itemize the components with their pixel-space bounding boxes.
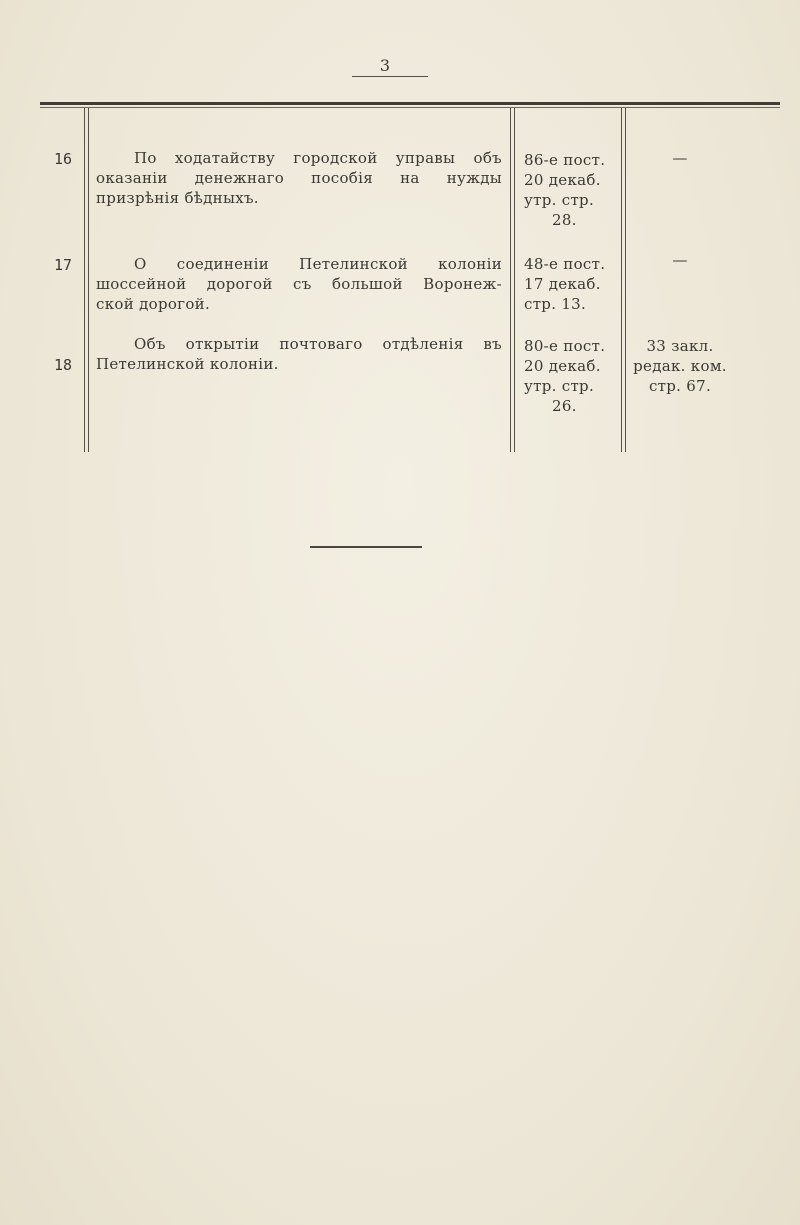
note-line: редак. ком. (633, 357, 727, 375)
reference-line: стр. 13. (524, 295, 587, 313)
reference-line: 20 декаб. (524, 357, 601, 375)
description-line: Объ открытіи почтоваго отдѣленія въ (134, 335, 502, 353)
reference-line: утр. стр. (524, 377, 595, 395)
page-number: 3 (379, 56, 391, 75)
row-note (620, 250, 740, 270)
reference-line: 86-е пост. (524, 151, 606, 169)
row-description (96, 334, 502, 374)
note-line: стр. 67. (648, 377, 712, 395)
resolution-reference (516, 254, 626, 314)
description-line: оказаніи денежнаго пособія на нужды (96, 169, 502, 187)
resolution-reference (516, 150, 626, 230)
description-line: ской дорогой. (96, 295, 211, 313)
reference-line: 28. (552, 211, 577, 229)
column-divider (514, 108, 515, 452)
table-top-rule (40, 102, 780, 105)
reference-line: 17 декаб. (524, 275, 601, 293)
note-line: — (672, 251, 688, 269)
description-line: шоссейной дорогой съ большой Воронеж- (96, 275, 502, 293)
table-top-rule-thin (40, 107, 780, 108)
column-divider (84, 108, 85, 452)
note-line: 33 закл. (646, 337, 714, 355)
reference-line: 26. (552, 397, 577, 415)
row-note (620, 336, 740, 396)
description-line: призрѣнія бѣдныхъ. (96, 189, 259, 207)
column-divider (88, 108, 89, 452)
row-number: 18 (54, 356, 73, 374)
reference-line: 20 декаб. (524, 171, 601, 189)
row-number: 17 (54, 256, 73, 274)
description-line: Петелинской колоніи. (96, 355, 279, 373)
resolution-reference (516, 336, 626, 416)
reference-line: утр. стр. (524, 191, 595, 209)
row-number: 16 (54, 150, 73, 168)
description-line: По ходатайству городской управы объ (134, 149, 502, 167)
row-description (96, 254, 502, 314)
reference-line: 48-е пост. (524, 255, 606, 273)
page-number-underline (352, 76, 428, 77)
closing-rule (310, 546, 422, 548)
reference-line: 80-е пост. (524, 337, 606, 355)
note-line: — (672, 149, 688, 167)
row-description (96, 148, 502, 208)
description-line: О соединеніи Петелинской колоніи (134, 255, 502, 273)
row-note (620, 148, 740, 168)
column-divider (510, 108, 511, 452)
